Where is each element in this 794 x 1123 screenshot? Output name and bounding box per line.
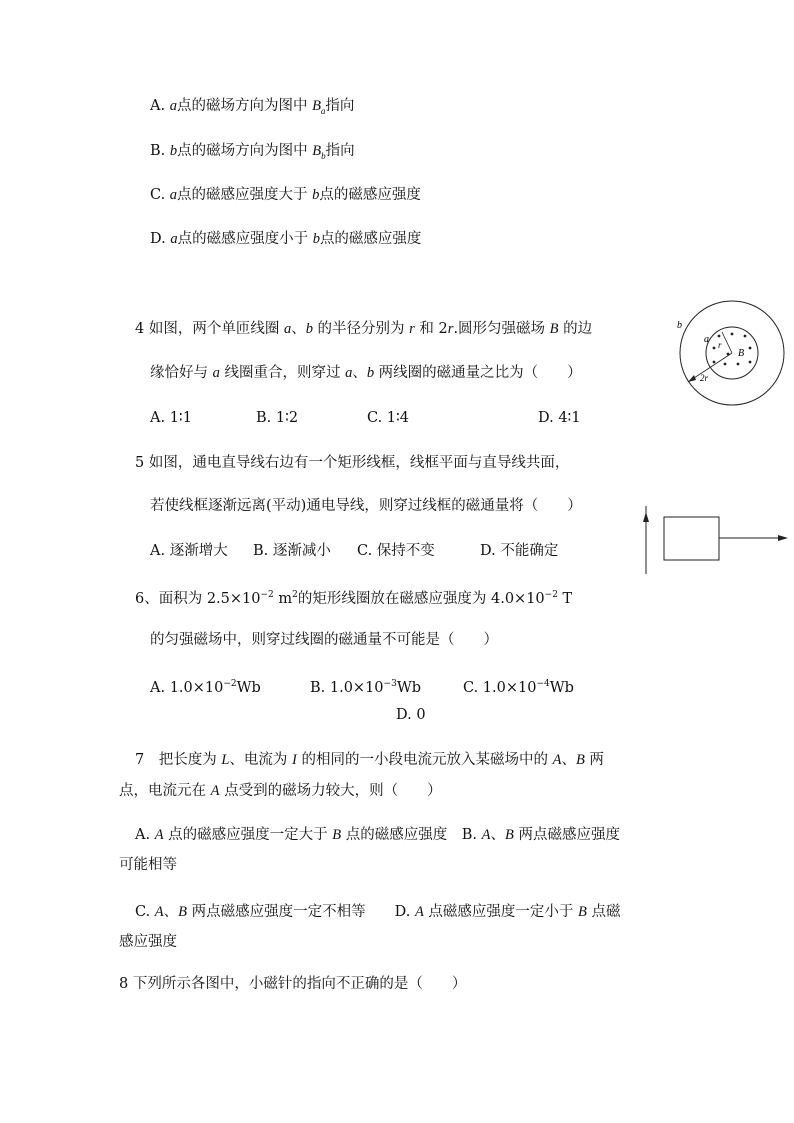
q3-option-a: A. a点的磁场方向为图中 $B_a$指向 <box>150 98 355 116</box>
q4-stem-line1: 4 如图，两个单匝线圈 a、b 的半径分别为 r 和 2r.圆形匀强磁场 B 的边 <box>135 321 593 337</box>
q4-stem-line2: 缘恰好与 a 线圈重合，则穿过 a、b 两线圈的磁通量之比为（ ） <box>150 365 582 381</box>
q4-option-b: B. 1∶2 <box>256 410 299 426</box>
q3-option-b: B. b点的磁场方向为图中 $B_b$指向 <box>150 143 355 161</box>
q7-options-line2: 可能相等 <box>119 857 177 873</box>
q7-stem-line2: 点，电流元在 A 点受到的磁场力较大，则（ ） <box>119 783 442 799</box>
label-r: r <box>718 340 722 350</box>
q3-option-d: D. a点的磁感应强度小于 b点的磁感应强度 <box>150 231 422 247</box>
q6-option-d: D. 0 <box>396 707 426 723</box>
radius-r-line <box>722 332 732 353</box>
q4-option-a: A. 1∶1 <box>150 410 192 426</box>
q5-wire-frame-figure <box>638 500 794 580</box>
q7-stem-line1: 7 把长度为 L、电流为 I 的相同的一小段电流元放入某磁场中的 A、B 两 <box>135 752 604 768</box>
q5-option-a: A. 逐渐增大 <box>150 543 228 559</box>
q5-option-b: B. 逐渐减小 <box>253 543 331 559</box>
q4-option-d: D. 4∶1 <box>538 410 581 426</box>
q5-stem-line1: 5 如图，通电直导线右边有一个矩形线框，线框平面与直导线共面， <box>135 455 570 471</box>
q6-stem-line1: 6、面积为 $2.5\times 10^{-2}$ $m^2$的矩形线圈放在磁感应强度为 $4.0\times 10^{-2}$ T <box>135 590 573 607</box>
q6-option-c: C. $1.0\times 10^{-4}Wb$ <box>463 679 574 696</box>
label-b: b <box>677 320 682 331</box>
q6-option-b: B. $1.0\times 10^{-3}Wb$ <box>310 679 422 696</box>
q4-option-c: C. 1∶4 <box>367 410 410 426</box>
q6-stem-line2: 的匀强磁场中，则穿过线圈的磁通量不可能是（ ） <box>150 632 498 648</box>
q8-stem: 8 下列所示各图中，小磁针的指向不正确的是（ ） <box>119 976 467 992</box>
current-arrow-icon <box>643 512 649 522</box>
q7-options-line4: 感应强度 <box>119 934 177 950</box>
q5-option-c: C. 保持不变 <box>357 543 435 559</box>
label-2r: 2r <box>700 373 709 383</box>
label-a: a <box>704 334 709 345</box>
q5-option-d: D. 不能确定 <box>480 543 559 559</box>
q7-options-line3: C. A、B 两点磁感应强度一定不相等 D. A 点磁感应强度一定小于 B 点磁 <box>135 904 621 920</box>
q3-option-c: C. a点的磁感应强度大于 b点的磁感应强度 <box>150 187 421 203</box>
q5-stem-line2: 若使线框逐渐远离(平动)通电导线，则穿过线框的磁通量将（ ） <box>150 498 582 514</box>
rectangular-frame <box>664 517 719 560</box>
q7-options-line1: A. A 点的磁感应强度一定大于 B 点的磁感应强度 B. A、B 两点磁感应强度 <box>135 827 620 843</box>
q4-coil-figure <box>672 312 790 412</box>
label-B: B <box>738 348 745 359</box>
motion-arrow-icon <box>778 535 788 541</box>
q6-option-a: A. $1.0\times 10^{-2}Wb$ <box>150 679 261 696</box>
